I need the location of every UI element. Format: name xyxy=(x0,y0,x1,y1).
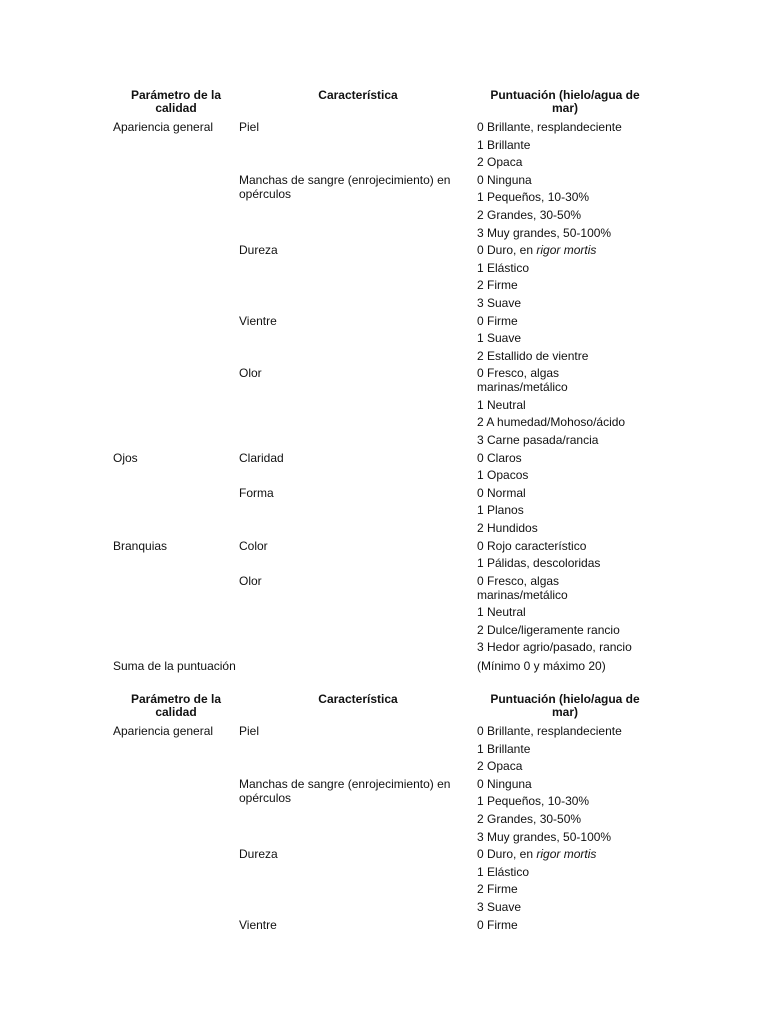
characteristic-label: Manchas de sangre (enrojecimiento) en opérculos xyxy=(239,776,451,805)
score-list xyxy=(477,539,653,574)
characteristic-label: Olor xyxy=(239,573,262,588)
sum-row xyxy=(113,659,653,673)
score-list xyxy=(477,243,653,313)
score-list xyxy=(477,777,653,847)
score-item: 0 Fresco, algas marinas/metálico xyxy=(477,573,568,602)
characteristic-row xyxy=(239,724,653,777)
score-item: 1 Elástico xyxy=(477,260,530,275)
score-list xyxy=(477,314,653,367)
characteristic-label: Dureza xyxy=(239,847,278,862)
score-item: 2 Firme xyxy=(477,278,518,293)
score-item: 3 Hedor agrio/pasado, rancio xyxy=(477,640,632,655)
score-list xyxy=(477,918,653,936)
score-item: 1 Suave xyxy=(477,331,522,346)
characteristic-row xyxy=(239,918,653,936)
score-item: 0 Brillante, resplandeciente xyxy=(477,120,622,134)
characteristic-label: Dureza xyxy=(239,243,278,258)
score-list xyxy=(477,120,653,173)
parameter-label: Ojos xyxy=(113,450,138,465)
characteristic-row xyxy=(239,777,653,847)
characteristic-label: Piel xyxy=(239,724,260,738)
characteristic-row xyxy=(239,173,653,243)
characteristic-label: Claridad xyxy=(239,450,284,465)
quality-table-2 xyxy=(113,693,653,935)
score-list xyxy=(477,366,653,450)
quality-table-1 xyxy=(113,89,653,673)
header-characteristic: Característica xyxy=(318,88,398,102)
table-header-row xyxy=(113,89,653,115)
score-list xyxy=(477,173,653,243)
score-item: 3 Muy grandes, 50-100% xyxy=(477,225,612,240)
score-item: 0 Firme xyxy=(477,313,518,328)
score-italic-term: rigor mortis xyxy=(536,243,597,258)
score-item: 0 Fresco, algas marinas/metálico xyxy=(477,366,568,395)
score-item: 1 Pálidas, descoloridas xyxy=(477,556,601,571)
score-item: 0 Duro, en rigor mortis xyxy=(477,243,597,258)
score-item: 2 A humedad/Mohoso/ácido xyxy=(477,415,626,430)
parameter-group xyxy=(113,724,653,935)
characteristic-label: Olor xyxy=(239,366,262,381)
characteristic-row xyxy=(239,120,653,173)
score-list xyxy=(477,574,653,658)
score-list xyxy=(477,847,653,917)
header-parameter: Parámetro de la calidad xyxy=(130,88,222,115)
characteristic-row xyxy=(239,314,653,367)
score-item: 0 Ninguna xyxy=(477,172,532,187)
characteristic-label: Manchas de sangre (enrojecimiento) en opérculos xyxy=(239,172,451,201)
parameter-rows xyxy=(239,451,653,539)
characteristic-label: Piel xyxy=(239,120,260,134)
parameter-rows xyxy=(239,120,653,451)
score-item: 2 Opaca xyxy=(477,155,523,170)
score-item: 2 Firme xyxy=(477,882,518,897)
score-item: 1 Brillante xyxy=(477,137,531,152)
score-item: 3 Muy grandes, 50-100% xyxy=(477,829,612,844)
score-item: 2 Hundidos xyxy=(477,520,538,535)
parameter-group xyxy=(113,539,653,658)
sum-spacer xyxy=(239,659,477,673)
header-parameter: Parámetro de la calidad xyxy=(130,692,222,719)
score-item: 1 Pequeños, 10-30% xyxy=(477,190,590,205)
characteristic-label: Color xyxy=(239,538,268,553)
score-item: 2 Grandes, 30-50% xyxy=(477,207,582,222)
score-italic-term: rigor mortis xyxy=(536,847,597,862)
score-item: 3 Suave xyxy=(477,899,522,914)
score-item: 0 Brillante, resplandeciente xyxy=(477,724,622,738)
parameter-group xyxy=(113,120,653,451)
score-item: 1 Planos xyxy=(477,503,524,518)
characteristic-row xyxy=(239,574,653,658)
header-score: Puntuación (hielo/agua de mar) xyxy=(490,88,640,115)
characteristic-label: Forma xyxy=(239,485,274,500)
score-item: 0 Claros xyxy=(477,450,522,465)
score-list xyxy=(477,451,653,486)
table-header-row xyxy=(113,693,653,719)
characteristic-row xyxy=(239,486,653,539)
score-item: 0 Normal xyxy=(477,485,526,500)
parameter-label: Apariencia general xyxy=(113,120,214,134)
score-list xyxy=(477,724,653,777)
characteristic-row xyxy=(239,243,653,313)
score-item: 1 Pequeños, 10-30% xyxy=(477,794,590,809)
characteristic-row xyxy=(239,539,653,574)
score-item: 1 Brillante xyxy=(477,741,531,756)
sum-value: (Mínimo 0 y máximo 20) xyxy=(477,659,606,674)
score-item: 2 Grandes, 30-50% xyxy=(477,811,582,826)
characteristic-row xyxy=(239,366,653,450)
sum-label: Suma de la puntuación xyxy=(113,659,236,674)
score-item: 1 Opacos xyxy=(477,468,529,483)
parameter-label: Apariencia general xyxy=(113,724,214,738)
score-item: 0 Rojo característico xyxy=(477,538,587,553)
score-list xyxy=(477,486,653,539)
score-item: 2 Opaca xyxy=(477,759,523,774)
characteristic-label: Vientre xyxy=(239,917,277,932)
parameter-label: Branquias xyxy=(113,538,168,553)
parameter-group xyxy=(113,451,653,539)
score-item: 0 Ninguna xyxy=(477,776,532,791)
score-item: 1 Neutral xyxy=(477,605,526,620)
parameter-rows xyxy=(239,539,653,658)
header-score: Puntuación (hielo/agua de mar) xyxy=(490,692,640,719)
header-characteristic: Característica xyxy=(318,692,398,706)
score-item: 3 Suave xyxy=(477,295,522,310)
score-item: 0 Duro, en rigor mortis xyxy=(477,847,597,862)
score-item: 1 Neutral xyxy=(477,397,526,412)
characteristic-label: Vientre xyxy=(239,313,277,328)
score-item: 1 Elástico xyxy=(477,864,530,879)
score-item: 2 Estallido de vientre xyxy=(477,348,589,363)
score-item: 2 Dulce/ligeramente rancio xyxy=(477,622,620,637)
parameter-rows xyxy=(239,724,653,935)
score-item: 0 Firme xyxy=(477,917,518,932)
characteristic-row xyxy=(239,451,653,486)
score-item: 3 Carne pasada/rancia xyxy=(477,433,599,447)
characteristic-row xyxy=(239,847,653,917)
